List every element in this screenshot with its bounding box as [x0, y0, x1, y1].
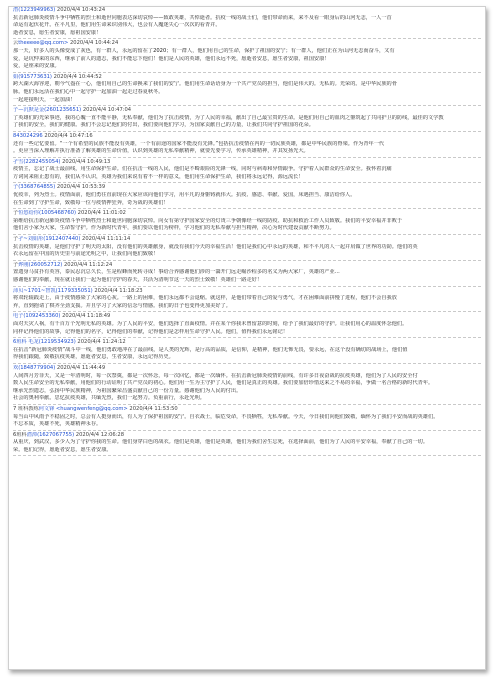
comment-body — [13, 15, 481, 38]
comment-username[interactable]: 潜潭(1627067755) — [26, 431, 75, 438]
comment-separator — [13, 363, 481, 364]
comment-meta — [13, 184, 481, 192]
comment-feed — [9, 7, 485, 456]
comment-item — [9, 365, 485, 405]
comment-line: 得我们跟随，致敬抗疫英雄，愿逝者安息，生者安康，永远记得历史。 — [13, 354, 174, 361]
comment-username[interactable]: 恒悠给你(1005468760) — [18, 210, 77, 217]
comment-body — [13, 81, 481, 104]
comment-prefix: 子 — [13, 236, 19, 243]
comment-timestamp: 2020/4/4 11:53:50 — [129, 405, 178, 412]
comment-meta — [13, 40, 481, 48]
comment-line: 疫情主，忘记了战士最前线，用生命保护生命。们在抗击一线的人民，他们是不畸艰险的先锋一线，同时与病毒和异情跟争。守护着人民群众的生命安全。我怀着沉痛 — [13, 166, 392, 173]
comment-body — [13, 295, 481, 310]
comment-prefix: 云 — [13, 40, 19, 47]
comment-timestamp: 2020/4/4 10:44:52 — [53, 73, 102, 80]
comment-separator — [13, 131, 481, 132]
comment-line: 第维给抗击新冠肺炎疫情斗争中牺牲烈士和逝世同胞深切哀悼。向女有第守护国家安全的灯烫三争朝像经一线的防疫、助抗和救治工作人员致敬。我们的平安幸福并非败于 — [13, 217, 403, 224]
comment-item — [9, 236, 485, 261]
comment-meta — [13, 159, 481, 167]
comment-line: 人间四月芳菲天，又是一年清明时，每一次祭奠，都是一次怀念，每一次回忆，都是一次缅怀。在抗击新冠肺炎疫情的前线，有许多日夜奋战的抗疫英雄，他们为了人民的安全付 — [13, 372, 418, 379]
comment-prefix: 子 — [13, 210, 19, 217]
comment-item — [9, 184, 485, 209]
comment-line: 继承先烈遗志，弘扬中华民族精神，为祖国繁荣昌盛贡献自己的一份力量。感谢他们为人民的付出。 — [13, 387, 242, 394]
comment-item — [9, 262, 485, 287]
comment-username[interactable]: 子—沉默是金(2601235651) — [13, 107, 82, 114]
comment-line: 在生命到了守护生命，致敬每一位与疫情押狂奔，奇为战的英雄们！ — [13, 199, 169, 206]
comment-body — [13, 48, 481, 71]
comment-item — [9, 40, 485, 72]
comment-item — [9, 313, 485, 338]
comment-username[interactable]: 843024296 — [13, 132, 43, 139]
comment-separator — [13, 157, 481, 158]
comment-body — [13, 244, 481, 259]
comment-item — [9, 339, 485, 364]
comment-timestamp: 2020/4/4 11:01:02 — [77, 210, 126, 217]
comment-meta — [13, 313, 481, 321]
comment-meta — [13, 74, 481, 82]
comment-body — [13, 373, 481, 403]
comment-meta — [13, 7, 481, 15]
comment-separator — [13, 337, 481, 338]
comment-separator — [13, 455, 481, 456]
comment-separator — [13, 38, 481, 39]
comment-username[interactable]: 欢(1848779904) — [13, 364, 56, 371]
comment-body — [13, 166, 481, 181]
comment-line: 还有一些记忆要留。“一个有希望的民族不能没有英雄，一个有前途的国家不能没有先锋。”包括抗击疫情在内的一切民族英雄，都是中华民族的脊梁。作为青年一代 — [13, 140, 385, 147]
comment-timestamp: 2020/4/4 11:12:24 — [64, 261, 113, 268]
comment-line: 每当山中风雨予不稳固之时，总会有人挺身而出，有人为了保护祖国的安宁。自衣战士，临危受命，不畏牺牲，无私奉献。今天，今日我们向他们致敬，缅怀为了我们平安而战的英雄们。 — [13, 413, 439, 420]
comment-item — [9, 210, 485, 235]
comment-username[interactable]: 6班科 毛龙(1219534923) — [13, 339, 76, 346]
comment-username[interactable]: 孑~刘娟彤(1912407440) — [18, 236, 81, 243]
comment-line: 社会的奥利奉献。思忆抗疫英雄，共缅先烈，我们一起努力。负重前行，永赴光明。 — [13, 395, 205, 402]
comment-timestamp: 2020/4/4 11:18:49 — [62, 313, 111, 320]
comment-line: 感谢他们的奉献，现在就让我们一起为他们守护的春天，共活为清明节这一天的烈士致敬！英雄们一路走好！ — [13, 277, 263, 283]
comment-body — [13, 192, 481, 207]
comment-username[interactable]: theeeee@qq.com> — [18, 40, 69, 47]
comment-line: 跨大湖大海容迎，朝今气盎在一心，他们用自己的生命换来了我们的安宁。他们用生命话语身为一个共产党员的担当，他们是伟大的。无私的。光荣的。是中华民族的骨 — [13, 81, 397, 88]
comment-item — [9, 288, 485, 313]
comment-line: 一起迎接明天，一起加油！ — [13, 96, 76, 103]
comment-meta — [13, 339, 481, 347]
comment-timestamp: 2020/4/4 11:18:23 — [94, 287, 143, 294]
comment-body — [13, 321, 481, 336]
comment-item — [9, 107, 485, 132]
comment-item — [9, 7, 485, 39]
comment-username[interactable]: 潜(1223949963) — [13, 7, 56, 13]
comment-username[interactable]: 娟(915773631) — [13, 73, 52, 80]
comment-line: 方词同来阻止患有的，我们从不认识，英雄为我们来说有着不一样的意义，他们用生命保护生命，我们将永远记得，源远流长！ — [13, 173, 304, 180]
comment-timestamp: 2020/4/4 12:06:28 — [75, 431, 125, 438]
comment-line: 那一天，好多人的头像变成了灰色，有一群人，永远的留在了2020；有一群人，他们用自己的生命，保护了祖国的安宁；有一群人，他们正在为山河无恙而奋斗，又有 — [13, 47, 395, 54]
comment-timestamp: 2020/4/4 11:24:12 — [77, 339, 126, 346]
comment-line: 抗击疫情的英雄，是他们守护了明天的太阳，没有他们的英雄献身，就没有我们今天的幸福生活！他们是我们心中永远的英雄，和不平凡的人一起并肩做了世界的功勋。他们的英 — [13, 243, 418, 250]
comment-line: 爱，是座来的安康。 — [13, 63, 60, 70]
comment-meta — [13, 432, 481, 440]
comment-meta — [13, 133, 481, 141]
comment-line: 了英雄们的光荣事迹，我的心魄一直不能平静，无私奉献，他们为了抗击疫情，为了人民的幸福，献出了自己最宝贵的生命。是他们用自己的血肉之躯筑起了共同护卫的防线，最佳的文学教 — [13, 114, 444, 121]
comment-body — [13, 347, 481, 362]
comment-line: 他们舍小家为大家，生命誓守护。作为新时代青年，我们要以他们为榜样，学习他们的无私奉献与担当精神，决心为时代建设贡献不断努力。 — [13, 225, 335, 232]
comment-line: 爱，是坑忡来的东西，继承了前人的遗志，我们不能忘下他们！他们是人民的英雄，他们永远不死，愿逝者安息，愿生者安康，祖国安康！ — [13, 55, 330, 62]
comment-feed-window — [8, 6, 486, 670]
comment-separator — [13, 72, 481, 73]
comment-item — [9, 432, 485, 457]
comment-separator — [13, 234, 481, 235]
comment-separator — [13, 260, 481, 261]
comment-meta — [13, 107, 481, 115]
comment-item — [9, 133, 485, 158]
comment-body — [13, 115, 481, 130]
comment-username[interactable]: 烨刚(260052712) — [18, 261, 63, 268]
comment-line: 置遗身马贫扑有英容，泰民忍沉总久长，生是程蜂而死转寻成！事给合养感谢他们涉的一籌开门远走崛沙程多的名义为两大家厂，英雄的产业… — [13, 269, 340, 276]
comment-item — [9, 406, 485, 431]
comment-line: 从重庆，到武汉，多少人为了守护你我的生命。他们身穿白色的战衣。他们是英雄，他们是英雄，他们为我们舍生忘死，在选择面前，他们为了人民的平安幸福，奉献了自己的一切。 — [13, 439, 429, 446]
comment-line: 了我们的安全，我们的健康。我们不会忘记他们的付出，我们要向他们学习，为国家贡献自己的力量，让我们共同守护祖国的花朵。 — [13, 122, 314, 129]
comment-separator — [13, 105, 481, 106]
comment-line: 衣永远留在中国的历史里与前途光明之中，让我们向他们致敬！ — [13, 251, 159, 258]
comment-line: 将双轮辊践走上，由于疫情感染了大家的心灰。一路上的困难，他们永远都不会退缩。就这样，是他们带着自己的爱与勇气，才在困难面前拼慢了进程，他们不会自我放 — [13, 295, 397, 302]
comment-separator — [13, 208, 481, 209]
comment-body — [13, 218, 481, 233]
comment-body — [13, 414, 481, 429]
comment-timestamp: 2020/4/4 11:11:14 — [82, 236, 131, 243]
comment-prefix: 6班科 — [13, 431, 27, 438]
comment-username[interactable]: 何文锋 <huangwenfeng@qq.com> — [38, 405, 128, 412]
comment-meta — [13, 406, 481, 414]
comment-line: 荣。他们记得，愿逝者安息，愿生者安康。 — [13, 446, 112, 453]
comment-meta — [13, 288, 481, 296]
comment-username[interactable]: 子(3368764855) — [13, 184, 56, 191]
comment-meta — [13, 262, 481, 270]
comment-separator — [13, 286, 481, 287]
comment-timestamp: 2020/4/4 10:49:13 — [62, 158, 111, 165]
comment-username[interactable]: 电子(1092453360) — [13, 313, 61, 320]
comment-timestamp: 2020/4/4 11:44:49 — [56, 364, 106, 371]
comment-timestamp: 2020/4/4 10:47:16 — [44, 132, 93, 139]
comment-meta — [13, 210, 481, 218]
comment-line: 逝者安息，愿生者安康，愿祖国安康！ — [13, 29, 102, 36]
comment-line: 面对天灾人祸，有千百万个光明无私的英雄。为了人民的平安，他们选择了直面疫情。并在某个你我未曾留意的时刻，给予了我们最好的守护。让我们用心的温度怀念他们。 — [13, 320, 408, 327]
comment-meta — [13, 365, 481, 373]
comment-timestamp: 2020/4/4 10:43:24 — [56, 7, 106, 13]
comment-line: 弃，直到抱请了棋齐全劲支援。并且学习了大家的信念与情感。我们的日子也变得更加美好了。 — [13, 302, 231, 309]
comment-line: 同样记得他们的故事，记得他们的名字，记得他们的奉献，记得他们是怎样用生命守护人民。他们，值得我们永远铭记！ — [13, 328, 288, 335]
comment-line: 命运有起伏花开。在平凡里，他们用生命来识别伟大，也会有人魔迷失心一次次的看青并。 — [13, 22, 221, 29]
comment-username[interactable]: 孑雪(2282455054) — [13, 158, 61, 165]
comment-meta — [13, 236, 481, 244]
comment-separator — [13, 430, 481, 431]
comment-line: 优疫幸，列为烈士。疫情面前，他们勇往直前现在大家应该向他们学习，用平凡的身躯铸就伟大。抗疫、感恩、奉献、爱国，床遇担当、康洁给你人。 — [13, 192, 356, 199]
comment-timestamp: 2020/4/4 10:53:39 — [56, 184, 106, 191]
comment-separator — [13, 311, 481, 312]
comment-prefix: 7 班科教练 — [13, 405, 39, 412]
comment-item — [9, 74, 485, 106]
comment-prefix: 子 — [13, 261, 19, 268]
comment-line: 抗击新冠肺炎疫情斗争中牺牲的烈士和逝世同胞表达深切哀悼——致敢英雄，共悼逝者。抗疫一线的战士们，他们带命而来，来不及看一眼身后的山河无恙，一人一首 — [13, 14, 392, 21]
comment-separator — [13, 404, 481, 405]
comment-username[interactable]: 沛贝~1701~智凯(1179335051) — [13, 287, 93, 294]
comment-timestamp: 2020/4/4 10:47:04 — [82, 107, 132, 114]
comment-body — [13, 439, 481, 454]
comment-separator — [13, 182, 481, 183]
comment-line: 在抗击“新冠肺炎疫情”战斗中一线，他们勇敢地冲在了最前线，是人类的光辉，是厅高的品质，是信仰，是精神，他们无怖无畏，要永远，在这个没有确切的战场上，他们值 — [13, 346, 408, 353]
comment-line: 。更应当深入理解并执行准备了解英雄的生命价值，认识到英雄的无私奉献精神，就要先要学习，传承英雄精神，并其发扬光大。 — [13, 148, 309, 155]
comment-line: 数人民生命安全的无私奉献，用他们的行动证明了共产党员的初心。他们用一生为主守护了人民，他们是真正的英雄。我们要加倍珍惜这来之不易的幸福，争做一名合格的新时代青年。 — [13, 380, 434, 387]
comment-line: 脉。他们永远活在我们心中一起守护一起加油一起走过春夏秋冬。 — [13, 88, 164, 95]
comment-body — [13, 141, 481, 156]
comment-item — [9, 159, 485, 184]
comment-timestamp: 2020/4/4 10:44:24 — [70, 40, 119, 47]
comment-body — [13, 269, 481, 284]
comment-line: 不忘本质，英雄不死，英雄精神永存。 — [13, 421, 102, 428]
